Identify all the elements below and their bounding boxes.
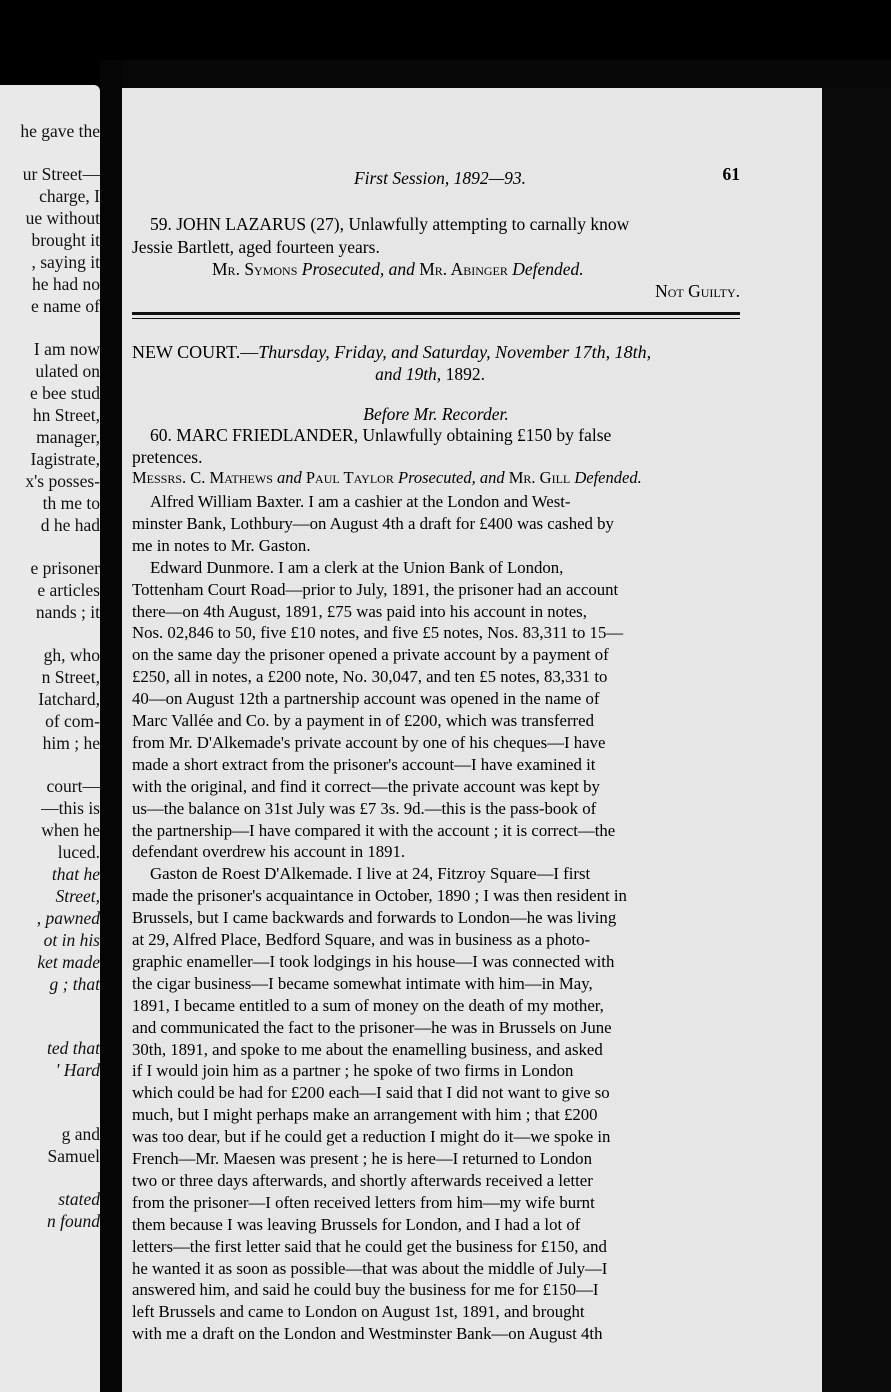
left-page-fragment: , pawned: [36, 908, 100, 928]
left-page-fragment: when he: [41, 820, 100, 840]
body-line: the partnership—I have compared it with the account ; it is correct—the: [132, 820, 616, 840]
body-line: £250, all in notes, a £200 note, No. 30,047, and ten £5 notes, 83,331 to: [132, 667, 608, 687]
left-page-fragment: Iagistrate,: [30, 449, 100, 469]
court-heading-cont: and 19th, 1892.: [375, 364, 485, 384]
left-page-fragment: he gave the: [20, 121, 100, 141]
body-line: minster Bank, Lothbury—on August 4th a draft for £400 was cashed by: [132, 513, 614, 533]
body-line: me in notes to Mr. Gaston.: [132, 535, 311, 555]
case-59-title-cont: Jessie Bartlett, aged fourteen years.: [132, 237, 380, 257]
left-page-fragment: ue without: [25, 208, 100, 228]
body-line: Alfred William Baxter. I am a cashier at the London and West-: [150, 492, 571, 511]
body-line: left Brussels and came to London on August 1st, 1891, and brought: [132, 1302, 585, 1322]
court-heading: NEW COURT.—Thursday, Friday, and Saturday, November 17th, 18th,: [132, 342, 652, 362]
body-line: French—Mr. Maesen was present ; he is here—I returned to London: [132, 1149, 592, 1168]
left-page-fragment: e name of: [31, 296, 100, 316]
body-line: 40—on August 12th a partnership account was opened in the name of: [132, 689, 600, 709]
left-page-fragment: nands ; it: [35, 602, 100, 622]
left-page-fragment: stated: [58, 1189, 100, 1209]
top-dark-strip: [122, 60, 891, 88]
left-page-fragment: ' Hard: [55, 1060, 100, 1080]
body-line: on the same day the prisoner opened a private account by a payment of: [132, 645, 609, 665]
body-line: Brussels, but I came backwards and forwards to London—he was living: [132, 908, 617, 928]
left-page-fragment: that he: [51, 864, 100, 884]
body-line: was too dear, but if he could get a reduction I might do it—we spoke in: [132, 1127, 611, 1147]
body-line: answered him, and said he could buy the business for me for £150—I: [132, 1280, 599, 1300]
body-line: Edward Dunmore. I am a clerk at the Union Bank of London,: [150, 557, 564, 577]
left-page-fragment: of com-: [45, 711, 100, 731]
section-rule-thick: [132, 312, 740, 315]
left-page-fragment: e prisoner: [30, 558, 100, 578]
left-page-fragment: x's posses-: [25, 471, 100, 491]
left-page-fragment: ot in his: [43, 930, 100, 950]
case-59-counsel: Mr. Symons Prosecuted, and Mr. Abinger Defended.: [212, 259, 584, 279]
book-gutter: [100, 60, 122, 1392]
left-page-fragment: him ; he: [42, 733, 100, 753]
body-line: at 29, Alfred Place, Bedford Square, and was in business as a photo-: [132, 930, 591, 949]
case-60-counsel: Messrs. C. Mathews and Paul Taylor Prosecuted, and Mr. Gill Defended.: [132, 468, 642, 487]
body-line: Marc Vallée and Co. by a payment in of £200, which was transferred: [132, 711, 594, 730]
right-dark-edge: [822, 88, 891, 1392]
running-head: First Session, 1892—93.: [353, 168, 527, 188]
body-line: graphic enameller—I took lodgings in his house—I was connected with: [132, 951, 615, 971]
body-line: Nos. 02,846 to 50, five £10 notes, and five £5 notes, Nos. 83,311 to 15—: [132, 623, 624, 643]
left-page-fragment: I am now: [33, 339, 100, 359]
body-line: he wanted it as soon as possible—that was about the middle of July—I: [132, 1258, 608, 1278]
left-page: [0, 85, 100, 1392]
left-page-fragment: Street,: [55, 886, 100, 906]
left-page-fragment: e bee stud: [30, 383, 100, 403]
body-line: Gaston de Roest D'Alkemade. I live at 24, Fitzroy Square—I first: [150, 864, 591, 884]
body-line: if I would join him as a partner ; he spoke of two firms in London: [132, 1061, 574, 1081]
left-page-fragment: court—: [46, 776, 100, 796]
left-page-fragment: ur Street—: [22, 164, 100, 184]
left-page-fragment: e articles: [37, 580, 100, 600]
body-line: much, but I might perhaps make an arrangement with him ; that £200: [132, 1105, 598, 1125]
body-line: the cigar business—I became somewhat intimate with him—in May,: [132, 973, 593, 993]
left-page-fragment: d he had: [40, 515, 100, 535]
left-page-fragment: n Street,: [41, 667, 100, 687]
left-page-fragment: n found: [47, 1211, 100, 1231]
body-line: from Mr. D'Alkemade's private account by one of his cheques—I have: [132, 732, 606, 752]
case-59-verdict: Not Guilty.: [655, 281, 740, 301]
body-line: with the original, and find it correct—the private account was kept by: [132, 776, 600, 796]
body-line: letters—the first letter said that he could get the business for £150, and: [132, 1236, 607, 1256]
body-line: from the prisoner—I often received letters from him—my wife burnt: [132, 1192, 595, 1212]
case-60-title: 60. MARC FRIEDLANDER, Unlawfully obtaining £150 by false: [150, 425, 612, 445]
body-line: Tottenham Court Road—prior to July, 1891, the prisoner had an account: [132, 579, 619, 599]
body-line: two or three days afterwards, and shortly afterwards received a letter: [132, 1170, 593, 1190]
body-line: 30th, 1891, and spoke to me about the enamelling business, and asked: [132, 1039, 603, 1059]
left-page-fragment: manager,: [36, 427, 100, 447]
body-line: 1891, I became entitled to a sum of money on the death of my mother,: [132, 995, 604, 1015]
body-line: which could be had for £200 each—I said that I did not want to give so: [132, 1083, 610, 1103]
body-line: us—the balance on 31st July was £7 3s. 9d.—this is the pass-book of: [132, 798, 597, 818]
left-page-fragment: hn Street,: [32, 405, 100, 425]
left-page-fragment: th me to: [42, 493, 100, 513]
body-line: made the prisoner's acquaintance in October, 1890 ; I was then resident in: [132, 886, 627, 906]
body-line: with me a draft on the London and Westminster Bank—on August 4th: [132, 1324, 603, 1344]
left-page-fragment: Iatchard,: [38, 689, 100, 709]
left-page-fragment: —this is: [41, 798, 100, 818]
left-page-fragment: g and: [61, 1124, 100, 1144]
left-page-fragment: he had no: [31, 274, 100, 294]
section-rule-thin: [132, 318, 740, 319]
body-line: and communicated the fact to the prisoner—he was in Brussels on June: [132, 1017, 612, 1037]
body-line: there—on 4th August, 1891, £75 was paid into his account in notes,: [132, 601, 587, 621]
body-line: them because I was leaving Brussels for London, and I had a lot of: [132, 1214, 581, 1234]
left-page-fragment: brought it: [31, 230, 100, 250]
left-page-fragment: ket made: [37, 952, 100, 972]
page-number: 61: [722, 164, 740, 184]
left-page-fragment: luced.: [57, 842, 100, 862]
case-60-title-cont: pretences.: [132, 447, 203, 467]
left-page-fragment: ted that: [47, 1038, 100, 1058]
left-page-fragment: , saying it: [31, 252, 100, 272]
body-line: defendant overdrew his account in 1891.: [132, 842, 406, 862]
before-judge: Before Mr. Recorder.: [363, 404, 509, 424]
body-line: made a short extract from the prisoner's account—I have examined it: [132, 754, 596, 774]
left-page-fragment: Samuel: [47, 1146, 100, 1166]
left-page-fragment: g ; that: [49, 974, 100, 994]
left-page-fragment: gh, who: [43, 645, 100, 665]
case-59-title: 59. JOHN LAZARUS (27), Unlawfully attempting to carnally know: [150, 214, 630, 234]
left-page-fragment: ulated on: [35, 361, 100, 381]
left-page-fragment: charge, I: [39, 186, 100, 206]
